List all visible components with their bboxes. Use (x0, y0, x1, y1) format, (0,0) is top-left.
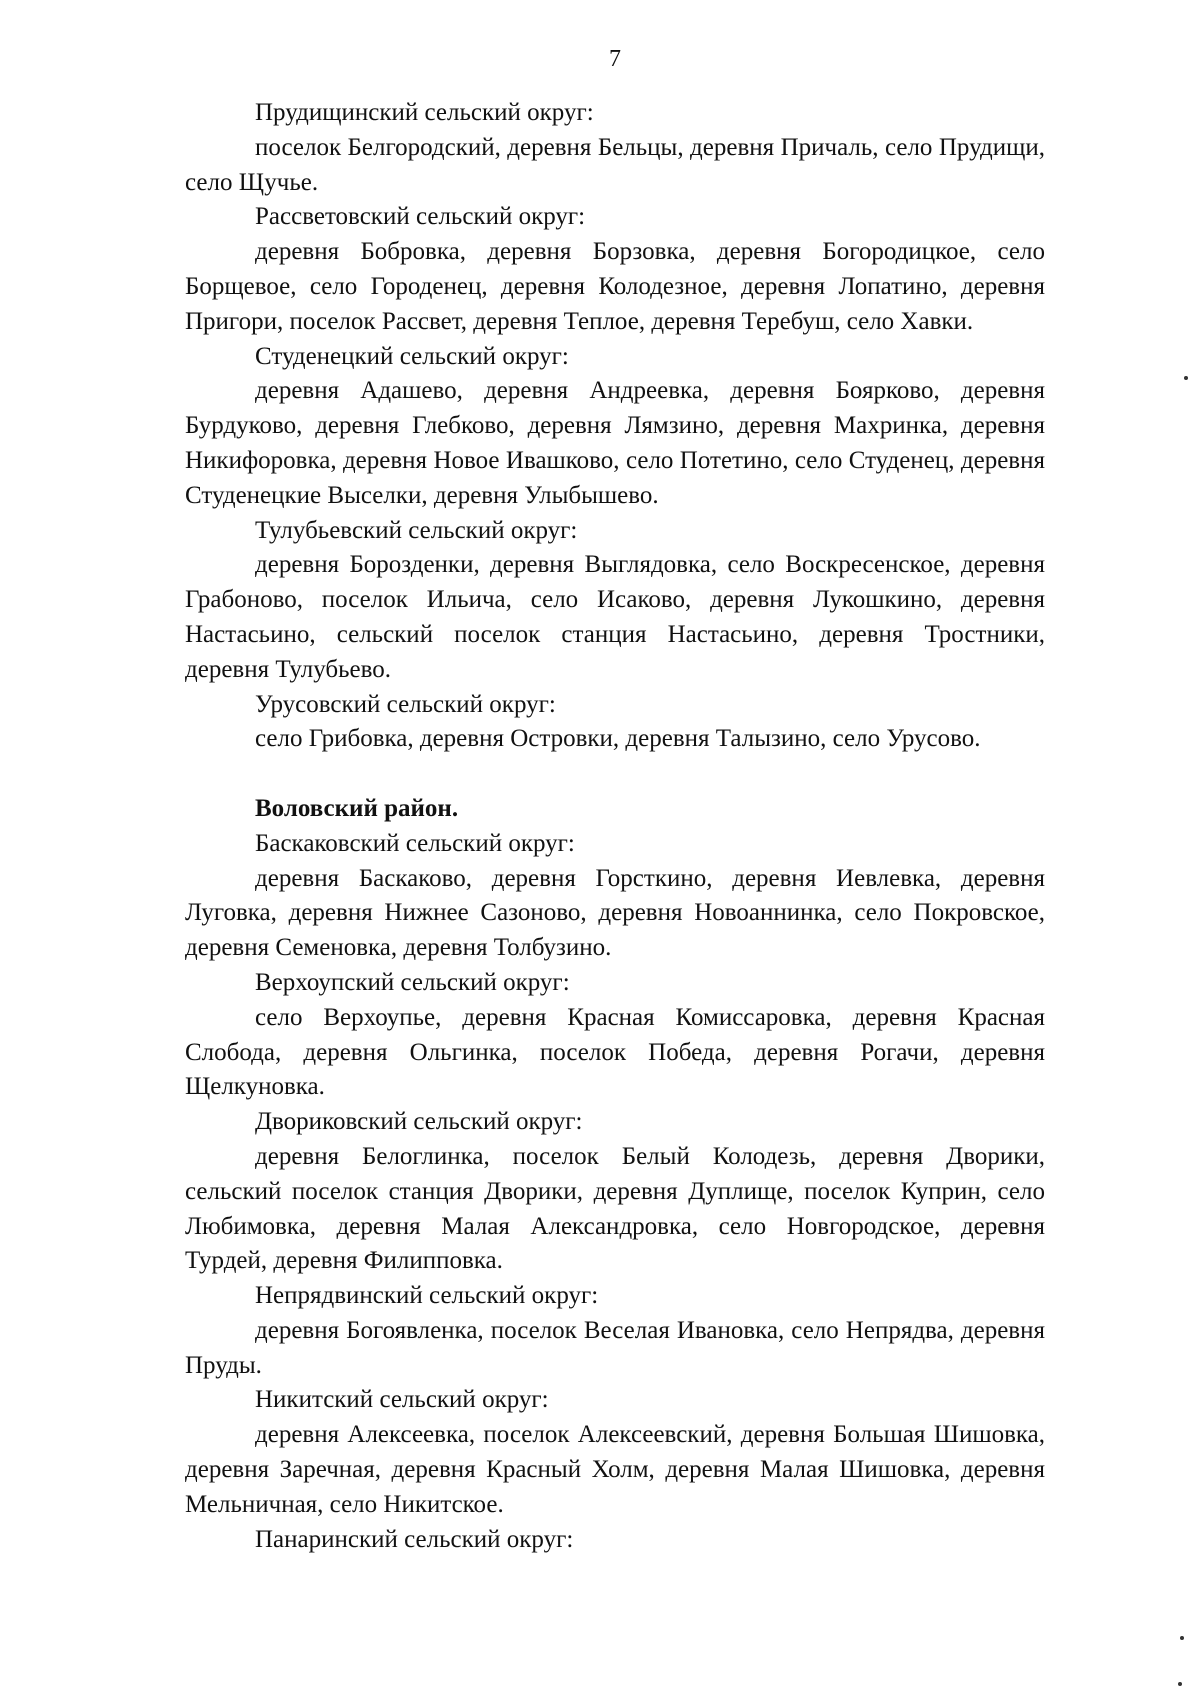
page-number: 7 (609, 46, 621, 72)
district-title-volovsky: Воловский район. (255, 794, 459, 822)
okrug-heading-tulubyevsky: Тулубьевский сельский округ: (255, 516, 578, 544)
okrug-settlements-verkhoupsky: село Верхоупье, деревня Красная Комиссаровка, деревня Красная Слобода, деревня Ольгинка, поселок Победа, деревня Рогачи, деревня Щелкуновка. (185, 1003, 1045, 1101)
okrug-settlements-urusovsky: село Грибовка, деревня Островки, деревня Талызино, село Урусово. (255, 725, 981, 753)
okrug-heading-nikitsky: Никитский сельский округ: (255, 1386, 549, 1414)
okrug-heading-rassvetovsky: Рассветовский сельский округ: (255, 203, 586, 231)
okrug-settlements-nepryadvinsky: деревня Богоявленка, поселок Веселая Ивановка, село Непрядва, деревня Пруды. (185, 1316, 1045, 1379)
okrug-settlements-baskakovsky: деревня Баскаково, деревня Горсткино, деревня Иевлевка, деревня Луговка, деревня Нижнее Сазоново, деревня Новоаннинка, село Покровское, деревня Семеновка, деревня Толбузино. (185, 864, 1045, 962)
okrug-heading-nepryadvinsky: Непрядвинский сельский округ: (255, 1282, 599, 1310)
scan-speck (1180, 1636, 1184, 1640)
scan-speck (1184, 376, 1188, 380)
okrug-heading-baskakovsky: Баскаковский сельский округ: (255, 829, 575, 857)
okrug-heading-dvorikovsky: Двориковский сельский округ: (255, 1108, 583, 1136)
okrug-heading-studenetsky: Студенецкий сельский округ: (255, 342, 569, 370)
okrug-heading-panarinsky: Панаринский сельский округ: (255, 1525, 574, 1553)
okrug-settlements-nikitsky: деревня Алексеевка, поселок Алексеевский, деревня Большая Шишовка, деревня Заречная, деревня Красный Холм, деревня Малая Шишовка, деревня Мельничная, село Никитское. (185, 1421, 1045, 1518)
okrug-heading-urusovsky: Урусовский сельский округ: (255, 690, 556, 718)
okrug-heading-verkhoupsky: Верхоупский сельский округ: (255, 968, 570, 996)
okrug-settlements-studenetsky: деревня Адашево, деревня Андреевка, деревня Боярково, деревня Бурдуково, деревня Глебково, деревня Лямзино, деревня Махринка, деревня Никифоровка, деревня Новое Ивашково, село Потетино, село Студенец, деревня Студенецкие Выселки, деревня Улыбышево. (185, 377, 1045, 509)
okrug-settlements-rassvetovsky: деревня Бобровка, деревня Борзовка, деревня Богородицкое, село Борщевое, село Городенец, деревня Колодезное, деревня Лопатино, деревня Пригори, поселок Рассвет, деревня Теплое, деревня Теребуш, село Хавки. (185, 238, 1045, 335)
okrug-heading-prudishchinsky: Прудищинский сельский округ: (255, 99, 594, 126)
okrug-settlements-dvorikovsky: деревня Белоглинка, поселок Белый Колодезь, деревня Дворики, сельский поселок станция Дворики, деревня Дуплище, поселок Куприн, село Любимовка, деревня Малая Александровка, село Новгородское, деревня Турдей, деревня Филипповка. (185, 1142, 1045, 1275)
okrug-settlements-tulubyevsky: деревня Борозденки, деревня Выглядовка, село Воскресенское, деревня Грабоново, поселок Ильича, село Исаково, деревня Лукошкино, деревня Настасьино, сельский поселок станция Настасьино, деревня Тростники, деревня Тулубьево. (185, 551, 1045, 683)
document-body (185, 96, 1045, 1557)
okrug-settlements-prudishchinsky: поселок Белгородский, деревня Бельцы, деревня Причаль, село Прудищи, село Щучье. (185, 133, 1045, 196)
scan-speck (1178, 1682, 1182, 1686)
